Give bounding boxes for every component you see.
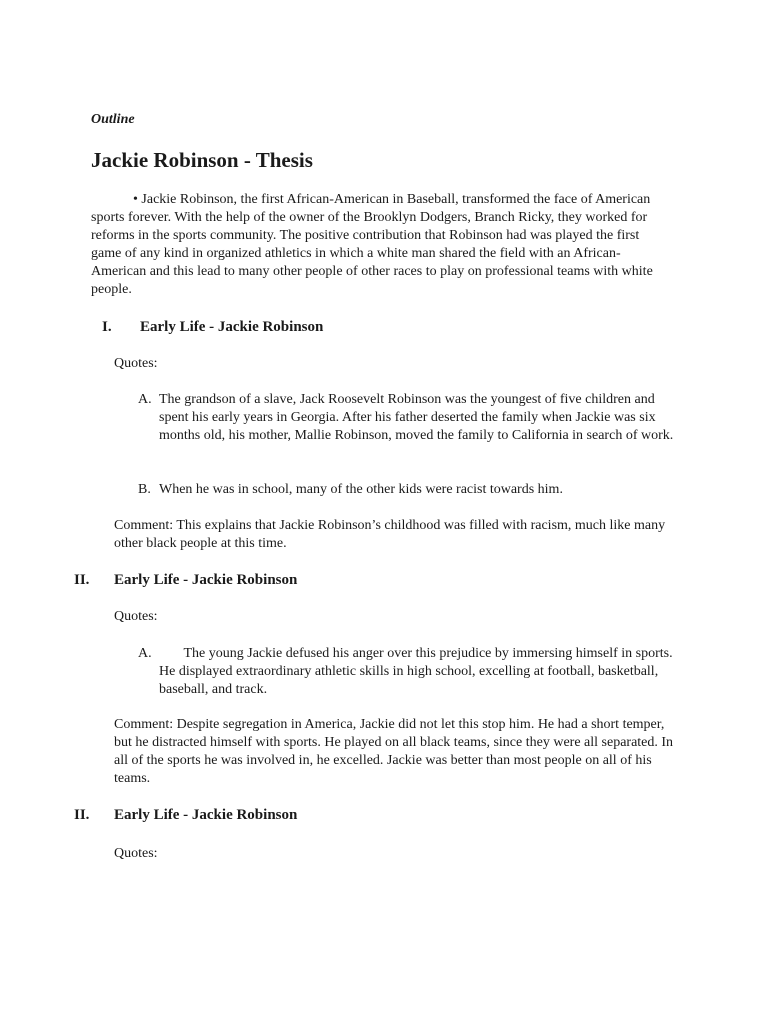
comment-paragraph: Comment: Despite segregation in America, Jackie did not let this stop him. He had a short temper, but he distracted himself with sports. He played on all black teams, since they were all separated. In all of the sports he was involved in, he excelled. Jackie was better than most people on all of his teams. — [114, 717, 674, 786]
section-title: Early Life - Jackie Robinson — [140, 319, 324, 335]
section-heading-1 — [74, 319, 323, 336]
list-marker: A. — [138, 646, 152, 661]
quotes-label: Quotes: — [114, 846, 158, 861]
section-title: Early Life - Jackie Robinson — [114, 572, 298, 588]
list-item-text: When he was in school, many of the other kids were racist towards him. — [159, 482, 563, 497]
list-marker: B. — [138, 482, 151, 497]
section-numeral: II. — [74, 572, 90, 588]
outline-label: Outline — [91, 112, 135, 127]
quotes-label: Quotes: — [114, 356, 158, 371]
document-title: Jackie Robinson - Thesis — [91, 148, 313, 172]
section-heading-2 — [74, 572, 297, 589]
section-title: Early Life - Jackie Robinson — [114, 807, 298, 823]
thesis-paragraph: • Jackie Robinson, the first African-American in Baseball, transformed the face of American sports forever. With the help of the owner of the Brooklyn Dodgers, Branch Ricky, they worked for reforms in the sports community. The positive contribution that Robinson had was played the first game of any kind in organized athletics in which a white man shared the field with an African-American and this lead to many other people of other races to play on professional teams with white people. — [91, 192, 653, 297]
section-numeral: II. — [74, 807, 90, 823]
list-item — [138, 645, 678, 699]
list-item-text: The grandson of a slave, Jack Roosevelt Robinson was the youngest of five children and spent his early years in Georgia. After his father deserted the family when Jackie was six months old, his mother, Mallie Robinson, moved the family to California in search of work. — [159, 392, 674, 443]
list-item-text: The young Jackie defused his anger over this prejudice by immersing himself in sports. He displayed extraordinary athletic skills in high school, excelling at football, basketball, baseball, and track. — [159, 646, 677, 697]
list-item — [138, 481, 678, 499]
quotes-label: Quotes: — [114, 609, 158, 624]
comment-paragraph: Comment: This explains that Jackie Robinson’s childhood was filled with racism, much like many other black people at this time. — [114, 518, 666, 551]
list-item — [138, 391, 678, 445]
list-marker: A. — [138, 392, 152, 407]
section-numeral: I. — [102, 319, 112, 335]
section-heading-3 — [74, 807, 297, 824]
